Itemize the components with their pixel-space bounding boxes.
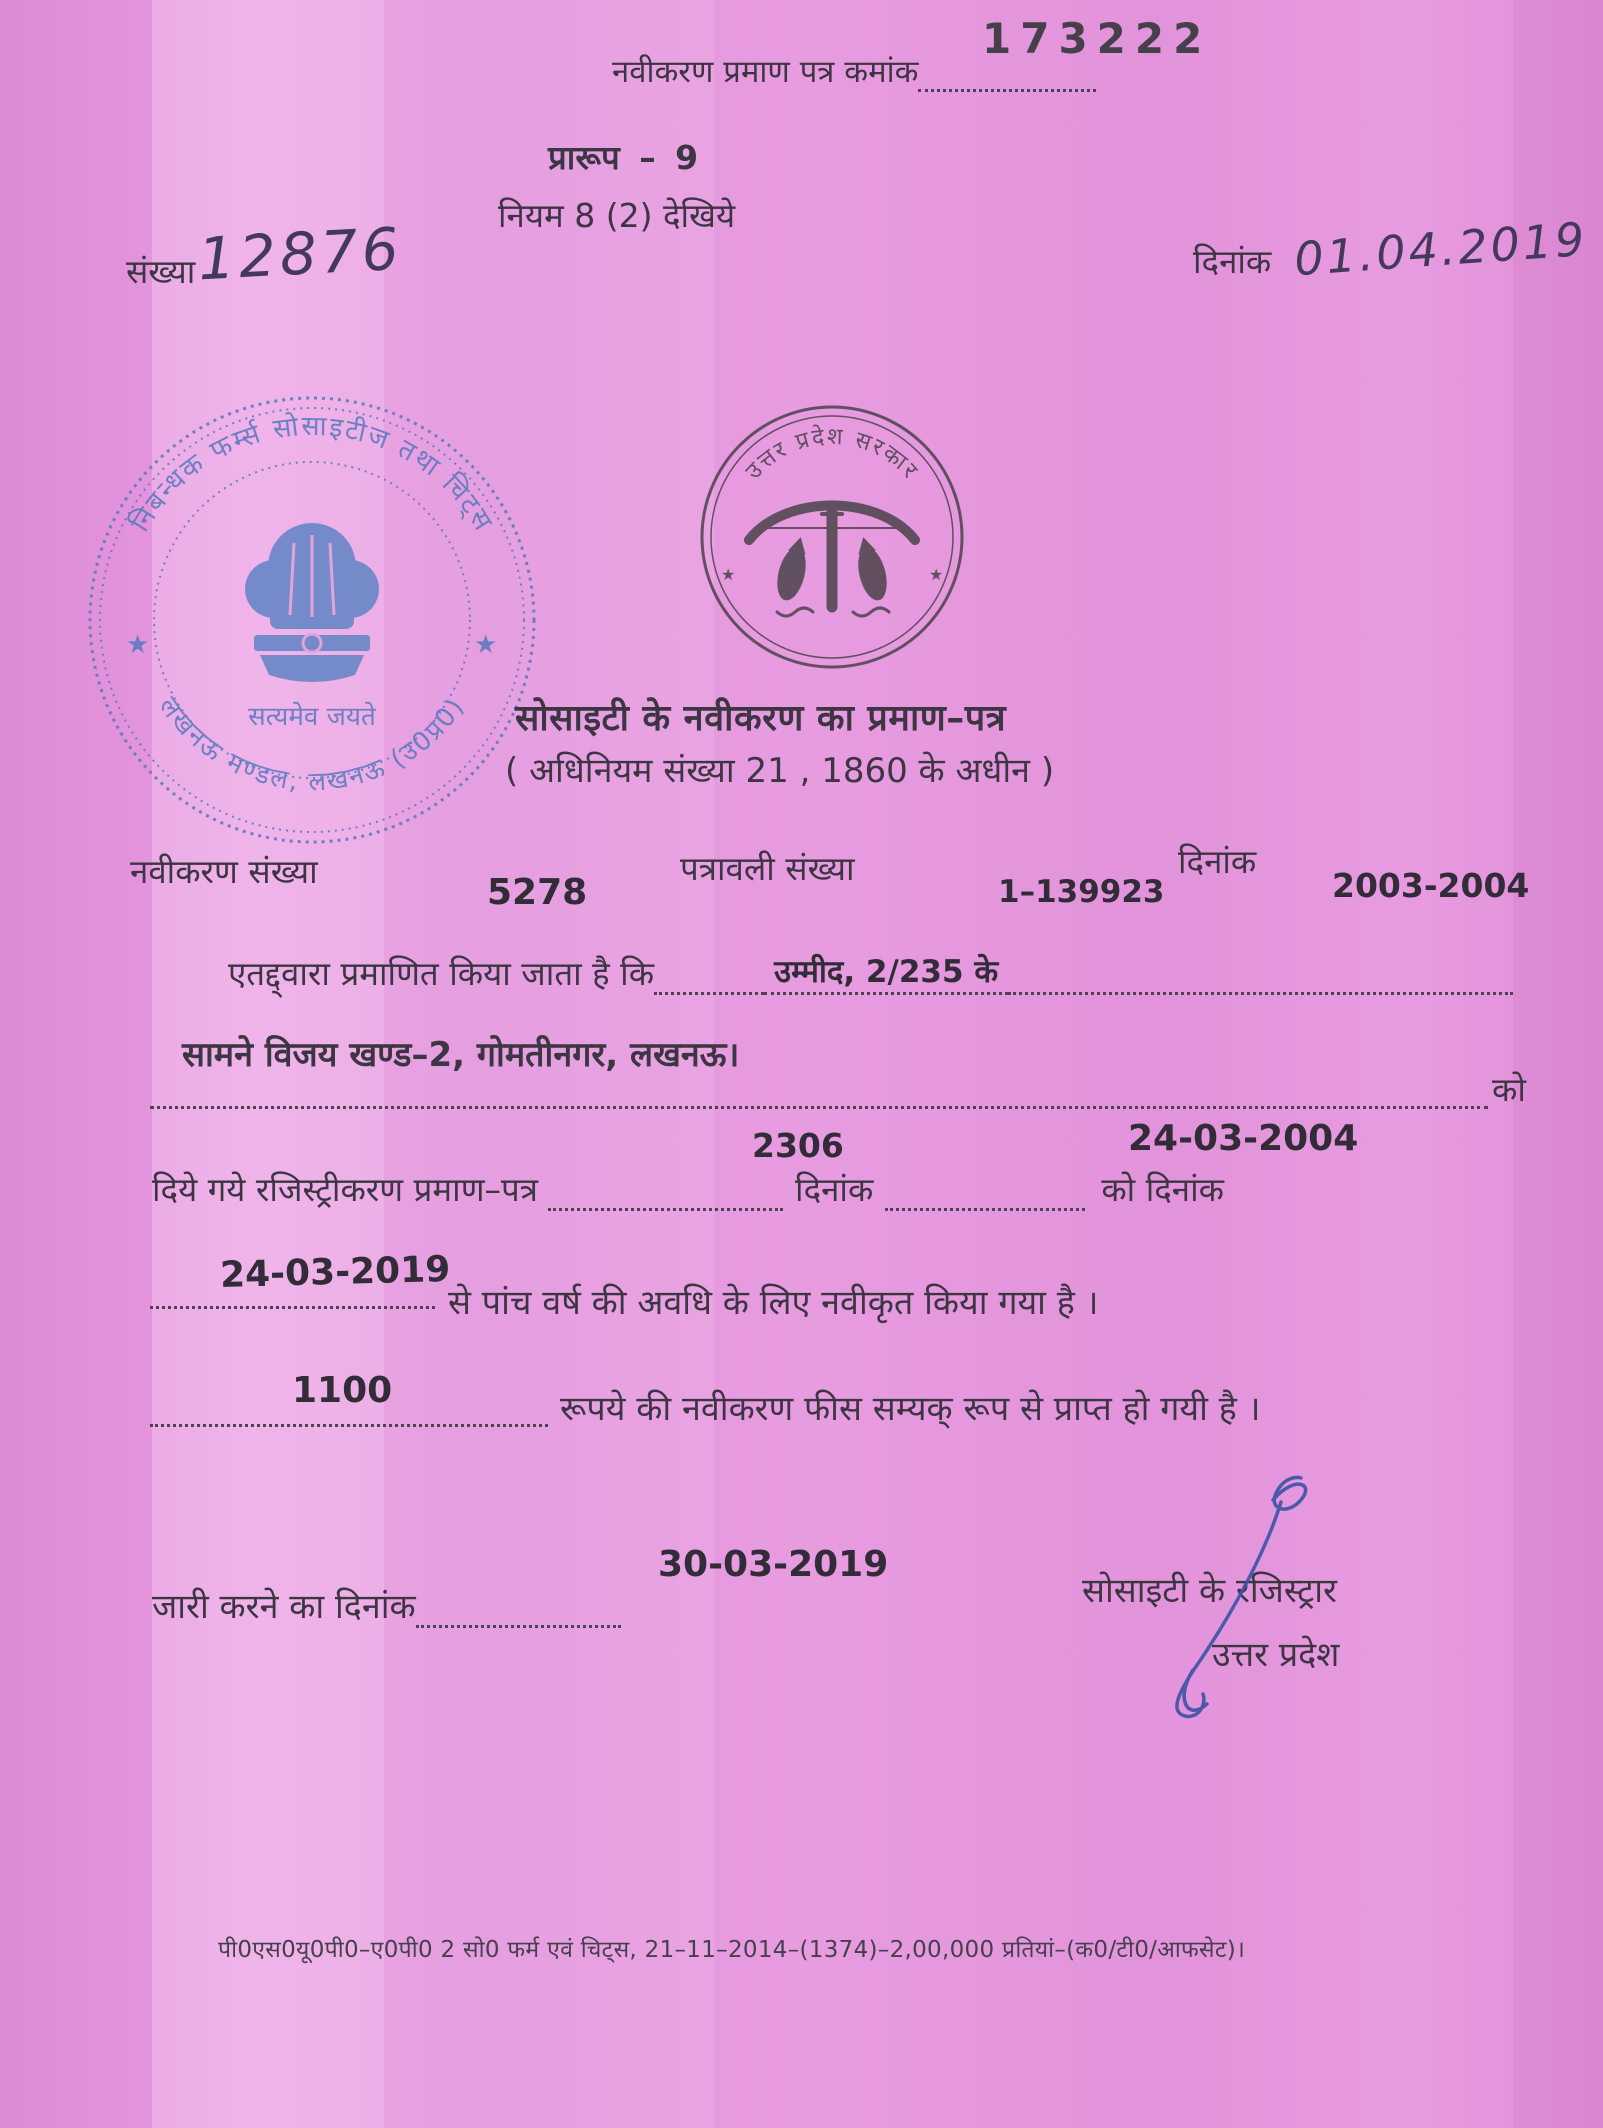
registrar-seal (82, 385, 542, 845)
ashoka-lion-capital-icon (245, 523, 379, 682)
dotted-line (548, 1184, 783, 1211)
ref-date-value: 2003-2004 (1332, 866, 1530, 905)
dotted-line (918, 67, 1096, 92)
up-seal-top-text: उत्तर प्रदेश सरकार (740, 423, 924, 485)
registrar-seal-svg (82, 385, 542, 845)
registrar-signature-ink (1075, 1430, 1495, 1760)
registration-prefix: दिये गये रजिस्ट्रीकरण प्रमाण–पत्र (152, 1170, 539, 1209)
up-bow-arrow-fish-icon (749, 506, 915, 617)
star-icon: ★ (929, 565, 944, 584)
header-label: नवीकरण प्रमाण पत्र कमांक (612, 54, 919, 90)
dotted-line (654, 968, 764, 995)
dotted-line (150, 1072, 1488, 1109)
number-label: संख्या (126, 252, 196, 291)
renewal-number-label: नवीकरण संख्या (130, 852, 318, 891)
registrar-region: उत्तर प्रदेश (1212, 1635, 1340, 1675)
up-seal-svg (697, 402, 967, 672)
renewal-number-value: 5278 (487, 872, 588, 913)
fee-sentence: रूपये की नवीकरण फीस सम्यक् रूप से प्राप्त हो गयी है । (560, 1389, 1261, 1429)
file-number-label: पत्रावली संख्या (680, 849, 855, 888)
registration-suffix: को दिनांक (1101, 1170, 1224, 1209)
renewal-from-date: 24-03-2019 (219, 1248, 451, 1297)
star-icon: ★ (721, 565, 736, 584)
certify-line (228, 950, 1513, 995)
file-number-value: 1–139923 (998, 874, 1165, 910)
issue-date-row (152, 1582, 621, 1628)
signature-svg (1075, 1430, 1495, 1760)
certify-prefix: एतद्द्वारा प्रमाणित किया जाता है कि (228, 954, 655, 993)
dotted-line (1008, 968, 1513, 995)
ko-suffix: को (1492, 1070, 1526, 1109)
fee-amount: 1100 (292, 1370, 393, 1411)
date-label: दिनांक (1193, 242, 1272, 281)
registration-date: 24-03-2004 (1128, 1118, 1359, 1159)
certificate-title: सोसाइटी के नवीकरण का प्रमाण–पत्र (515, 698, 1007, 739)
issue-date-label: जारी करने का दिनांक (152, 1587, 416, 1627)
issue-date-value: 30-03-2019 (658, 1544, 889, 1585)
date-value-handwritten: 01.04.2019 (1292, 211, 1589, 287)
registration-line (152, 1166, 1542, 1211)
registration-number: 2306 (752, 1126, 844, 1165)
registrar-seal-top-text: निबन्धक फर्म्स सोसाइटीज तथा चिट्स (124, 410, 500, 538)
registration-date-label: दिनांक (795, 1170, 874, 1209)
up-government-seal (697, 402, 967, 672)
renewal-sentence: से पांच वर्ष की अवधि के लिए नवीकृत किया गया है । (448, 1283, 1099, 1323)
ref-date-label: दिनांक (1178, 842, 1257, 881)
dotted-line (416, 1601, 621, 1628)
satyameva-jayate-motto: सत्यमेव जयते (248, 702, 376, 732)
certificate-subtitle: ( अधिनियम संख्या 21 , 1860 के अधीन ) (505, 751, 1055, 791)
dotted-line (150, 1390, 548, 1427)
header-label-row (612, 50, 1096, 92)
number-value-handwritten: 12876 (196, 214, 405, 294)
dotted-line (885, 1184, 1085, 1211)
print-footer: पी0एस0यू0पी0–ए0पी0 2 सो0 फर्म एवं चिट्स, 21–11–2014–(1374)–2,00,000 प्रतियां–(क0/टी0/आफसेट)। (218, 1937, 1246, 1963)
registrar-seal-bottom-text: लखनऊ मण्डल, लखनऊ (उ0प्र0) (152, 691, 472, 798)
dotted-line (150, 1272, 435, 1309)
scan-dark-edge (1513, 0, 1603, 2128)
society-address: सामने विजय खण्ड–2, गोमतीनगर, लखनऊ। (182, 1035, 740, 1075)
svg-text:उत्तर प्रदेश सरकार (741, 423, 924, 485)
star-icon: ★ (126, 630, 150, 660)
rule-line: नियम 8 (2) देखिये (498, 196, 736, 235)
star-icon: ★ (474, 630, 498, 660)
form-number: प्रारूप – 9 (548, 138, 699, 177)
svg-text:निबन्धक फर्म्स सोसाइटीज तथा चि (124, 410, 500, 537)
serial-stamp: 173222 (982, 14, 1212, 63)
registrar-title: सोसाइटी के रजिस्ट्रार (1082, 1571, 1337, 1611)
society-name: उम्मीद, 2/235 के (764, 950, 1008, 995)
